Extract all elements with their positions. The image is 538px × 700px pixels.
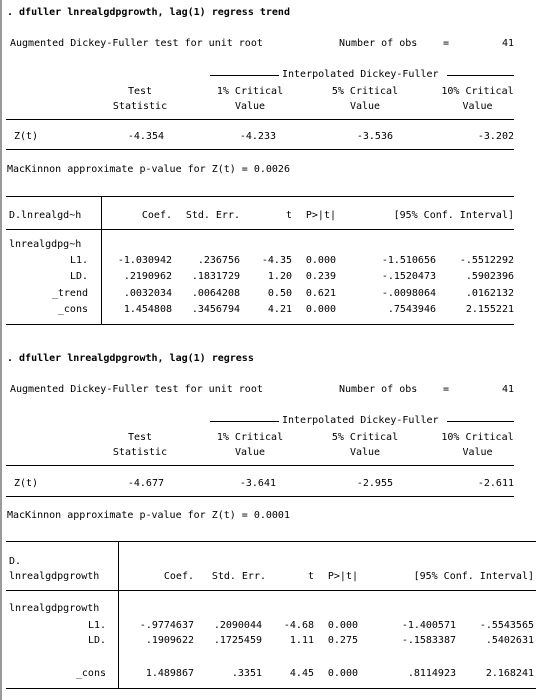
cell-coef: .1909622 [145, 635, 194, 646]
cell-p: 0.275 [327, 635, 358, 646]
cell-hi: 2.155221 [465, 304, 514, 315]
col-10pct-1a: 10% Critical [441, 86, 514, 97]
col-test-2a: Test [127, 432, 153, 443]
reg1-h-se: Std. Err. [185, 210, 240, 221]
nobs-label-2: Number of obs [339, 384, 418, 395]
cell-lo: -1.400571 [401, 620, 456, 631]
cell-hi: -.5543565 [479, 620, 534, 631]
cell-p: 0.000 [327, 668, 358, 679]
cell-p: 0.000 [305, 255, 336, 266]
cv10-1: -3.202 [477, 131, 514, 142]
col-10pct-1b: Value [462, 101, 493, 112]
cell-name: L1. [87, 620, 106, 631]
cell-coef: 1.454808 [123, 304, 172, 315]
nobs-eq-1: = [443, 38, 450, 49]
command-1: . dfuller lnrealgdpgrowth, lag(1) regress trend [7, 7, 290, 18]
col-1pct-1a: 1% Critical [216, 86, 284, 97]
interp-line-left-2 [210, 421, 279, 422]
nobs-value-1: 41 [501, 38, 514, 49]
cell-p: 0.239 [305, 271, 336, 282]
cell-t: -4.35 [261, 255, 292, 266]
nobs-label-1: Number of obs [339, 38, 418, 49]
cell-name: _trend [51, 288, 88, 299]
pvalue-2: MacKinnon approximate p-value for Z(t) = 0.0001 [7, 510, 290, 521]
interp-line-right-1 [447, 75, 514, 76]
cell-se: .3456794 [191, 304, 240, 315]
cell-name: LD. [69, 271, 88, 282]
cell-lo: -1.510656 [381, 255, 436, 266]
col-1pct-1b: Value [234, 101, 266, 112]
rule-2b [6, 496, 514, 497]
reg1-h-coef: Coef. [141, 210, 172, 221]
reg2-h-t: t [307, 571, 314, 582]
zt-label-2: Z(t) [14, 478, 39, 489]
cell-coef: .0032034 [123, 288, 172, 299]
rule-1a [6, 119, 514, 120]
cv5-2: -2.955 [356, 478, 393, 489]
cell-name: LD. [87, 635, 106, 646]
cell-p: 0.000 [305, 304, 336, 315]
cell-coef: -.9774637 [139, 620, 194, 631]
reg1-h-p: P>|t| [305, 210, 336, 221]
zt-stat-2: -4.677 [127, 478, 164, 489]
reg1-bottom-rule [6, 324, 514, 325]
reg2-h-se: Std. Err. [211, 571, 266, 582]
col-5pct-1a: 5% Critical [331, 86, 399, 97]
cell-hi: .5402631 [485, 635, 534, 646]
reg2-depvar-b: lnrealgdpgrowth [9, 571, 100, 582]
cell-t: 0.50 [267, 288, 292, 299]
cell-hi: .5902396 [465, 271, 514, 282]
interp-label-2: Interpolated Dickey-Fuller [282, 415, 439, 426]
cell-se: .0064208 [191, 288, 240, 299]
interp-label-1: Interpolated Dickey-Fuller [282, 69, 439, 80]
col-1pct-2b: Value [234, 447, 266, 458]
col-test-1a: Test [127, 86, 153, 97]
reg2-top-rule [6, 541, 536, 542]
cell-hi: 2.168241 [485, 668, 534, 679]
col-1pct-2a: 1% Critical [216, 432, 284, 443]
col-test-2b: Statistic [112, 447, 168, 458]
interp-line-left-1 [210, 75, 279, 76]
cell-se: .3351 [231, 668, 262, 679]
col-5pct-2b: Value [349, 447, 381, 458]
cell-t: -4.68 [283, 620, 314, 631]
col-5pct-1b: Value [349, 101, 381, 112]
reg2-h-p: P>|t| [327, 571, 358, 582]
cv10-2: -2.611 [477, 478, 514, 489]
cell-lo: .7543946 [387, 304, 436, 315]
rule-1b [6, 149, 514, 150]
cell-lo: -.1583387 [401, 635, 456, 646]
cell-lo: -.1520473 [381, 271, 436, 282]
cell-coef: 1.489867 [145, 668, 194, 679]
cell-t: 4.21 [267, 304, 292, 315]
reg1-top-rule [6, 196, 514, 197]
cell-se: .1831729 [191, 271, 240, 282]
col-10pct-2a: 10% Critical [441, 432, 514, 443]
cell-name: _cons [57, 304, 88, 315]
cell-name: L1. [69, 255, 88, 266]
interp-line-right-2 [447, 421, 514, 422]
cell-se: .2090044 [213, 620, 262, 631]
cell-p: 0.000 [327, 620, 358, 631]
reg2-bottom-rule [6, 688, 536, 689]
cell-t: 4.45 [289, 668, 314, 679]
pvalue-1: MacKinnon approximate p-value for Z(t) = 0.0026 [7, 164, 290, 175]
reg1-h-t: t [285, 210, 292, 221]
nobs-eq-2: = [443, 384, 450, 395]
cv5-1: -3.536 [356, 131, 393, 142]
reg1-header-rule [6, 229, 514, 230]
reg2-group: lnrealgdpgrowth [9, 603, 100, 614]
reg2-header-rule [6, 590, 536, 591]
cell-lo: .8114923 [407, 668, 456, 679]
cell-se: .236756 [197, 255, 240, 266]
rule-2a [6, 465, 514, 466]
cell-name: _cons [75, 668, 106, 679]
cv1-2: -3.641 [239, 478, 276, 489]
zt-label-1: Z(t) [14, 131, 39, 142]
cell-t: 1.20 [267, 271, 292, 282]
reg2-h-ci: [95% Conf. Interval] [413, 571, 534, 582]
cv1-1: -4.233 [239, 131, 276, 142]
reg2-vrule [118, 542, 119, 688]
col-5pct-2a: 5% Critical [331, 432, 399, 443]
left-border [0, 0, 2, 700]
cell-p: 0.621 [305, 288, 336, 299]
reg1-h-ci: [95% Conf. Interval] [393, 210, 514, 221]
command-2: . dfuller lnrealgdpgrowth, lag(1) regress [7, 353, 254, 364]
cell-hi: .0162132 [465, 288, 514, 299]
cell-hi: -.5512292 [459, 255, 514, 266]
reg2-depvar-a: D. [9, 556, 22, 567]
nobs-value-2: 41 [501, 384, 514, 395]
col-10pct-2b: Value [462, 447, 493, 458]
cell-lo: -.0098064 [381, 288, 436, 299]
cell-t: 1.11 [289, 635, 314, 646]
reg1-group: lnrealgdpg~h [9, 239, 82, 250]
cell-coef: .2190962 [123, 271, 172, 282]
reg2-h-coef: Coef. [163, 571, 194, 582]
cell-coef: -1.030942 [117, 255, 172, 266]
adf-title-2: Augmented Dickey-Fuller test for unit root [10, 384, 263, 395]
zt-stat-1: -4.354 [127, 131, 164, 142]
reg1-depvar: D.lnrealgd~h [9, 210, 82, 221]
adf-title-1: Augmented Dickey-Fuller test for unit root [10, 38, 263, 49]
cell-se: .1725459 [213, 635, 262, 646]
col-test-1b: Statistic [112, 101, 168, 112]
